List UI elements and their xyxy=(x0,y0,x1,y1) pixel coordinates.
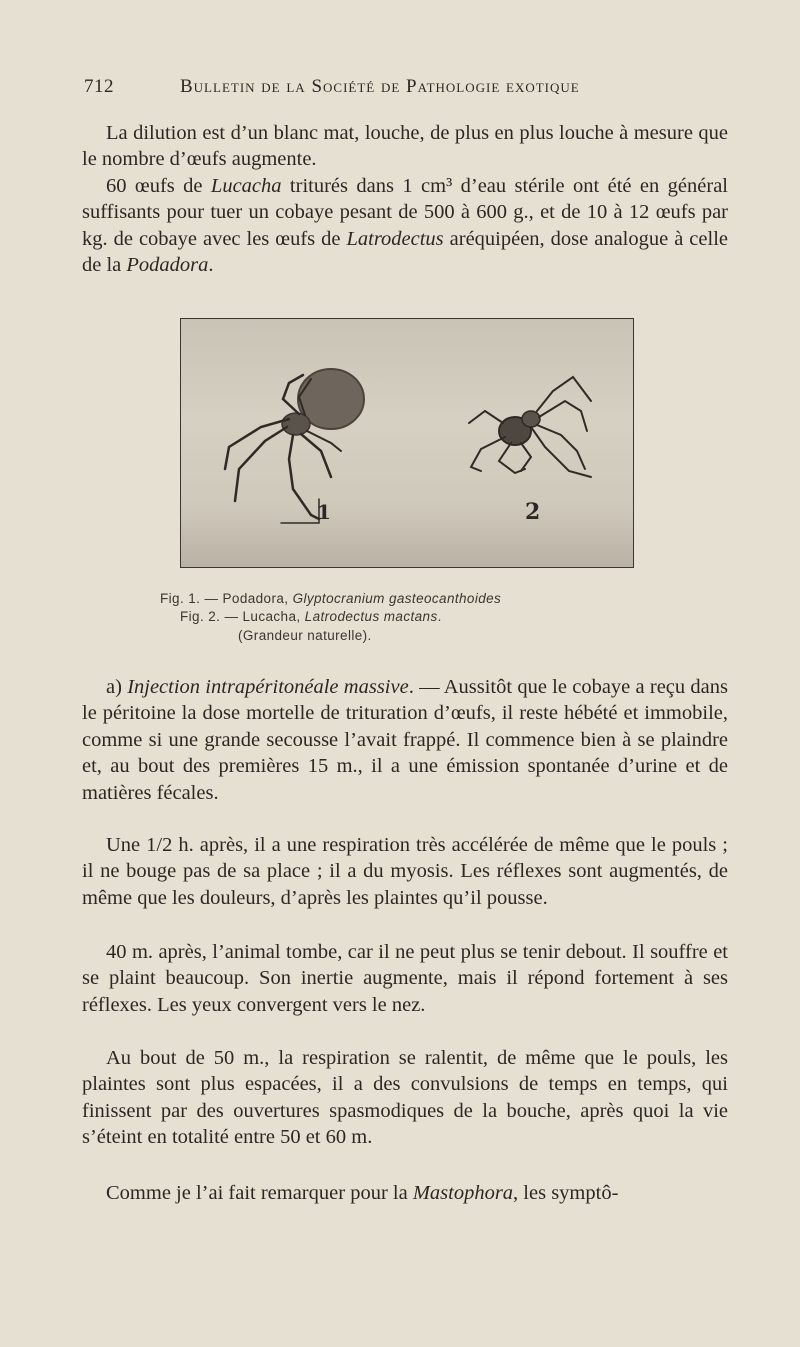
text-run: Comme je l’ai fait remarquer pour la xyxy=(106,1182,413,1204)
text-run: aréquipéen, dose analogue à celle de la xyxy=(82,227,728,277)
page-number: 712 xyxy=(84,76,114,97)
species-name: Lucacha xyxy=(210,175,282,197)
figure-label-1: 1 xyxy=(317,500,331,524)
caption-species: Glyptocranium gasteocanthoides xyxy=(292,591,502,606)
spider-1-image xyxy=(225,369,364,523)
text-run: , les symptô- xyxy=(513,1182,619,1204)
species-name: Mastophora xyxy=(412,1182,514,1204)
paragraph-text: 40 m. après, l’animal tombe, car il ne peut plus se tenir debout. Il souffre et se plaint beaucoup. Son inertie augmente, mais il répond fortement à ses réflexes. Les yeux convergent vers le nez. xyxy=(82,941,728,1016)
paragraph-lucacha-dose xyxy=(82,173,728,279)
caption-text: Fig. 2. — Lucacha, xyxy=(180,609,305,624)
caption-text: Fig. 1. — Podadora, xyxy=(160,591,293,606)
figure-caption-2 xyxy=(180,609,660,624)
page-header xyxy=(84,76,644,102)
paragraph-text: Une 1/2 h. après, il a une respiration très accélérée de même que le pouls ; il ne bouge pas de sa place ; il a du myosis. Les réflexes sont augmentés, de même que les douleurs, d’après les plaintes qu’il pousse. xyxy=(82,834,728,909)
paragraph-dilution xyxy=(82,120,728,173)
paragraph-text: Au bout de 50 m., la respiration se ralentit, de même que le pouls, les plaintes sont plus espacées, il a des convulsions de temps en temps, qui finissent par des ouvertures spasmodiques de la bouche, après quoi la vie s’éteint en totalité entre 50 et 60 m. xyxy=(82,1047,728,1149)
text-run: . xyxy=(208,254,214,277)
paragraph-text: La dilution est d’un blanc mat, louche, de plus en plus louche à mesure que le nombre d’œufs augmente. xyxy=(82,122,728,171)
caption-text: . xyxy=(437,609,442,624)
paragraph-fifty-minutes xyxy=(82,1045,728,1151)
species-name: Latrodectus xyxy=(346,227,444,250)
figure-label-2: 2 xyxy=(525,499,541,525)
text-run: 60 œufs de xyxy=(106,175,211,197)
running-title: Bulletin de la Société de Pathologie exotique xyxy=(180,76,580,97)
paragraph-forty-minutes xyxy=(82,939,728,1018)
figure-caption-scale: (Grandeur naturelle). xyxy=(238,628,372,643)
caption-species: Latrodectus mactans xyxy=(304,609,438,624)
text-run: triturés dans 1 cm³ d’eau stérile ont été en général suffisants pour tuer un cobaye pesant de 500 à 600 g., et de 10 à 12 œufs par kg. de cobaye avec les œufs de xyxy=(82,175,728,250)
spider-2-image xyxy=(469,377,591,477)
text-run: a) xyxy=(106,676,128,698)
text-run: . — Aussitôt que le cobaye a reçu dans le péritoine la dose mortelle de trituration d’œufs, il reste hébété et immobile, comme si une grande secousse l’avait frappé. Il commence bien à se plaindre et, au bout des premières 15 m., il a une émission spontanée d’urine et de matières fécales. xyxy=(82,676,728,804)
paragraph-half-hour xyxy=(82,832,728,911)
species-name: Podadora xyxy=(126,254,209,277)
spiders-illustration xyxy=(181,319,633,567)
paragraph-mastophora xyxy=(82,1180,728,1206)
figure-caption-1 xyxy=(160,591,640,606)
spider-photograph xyxy=(180,318,634,568)
paragraph-injection xyxy=(82,674,728,806)
section-heading: Injection intrapéritonéale massive xyxy=(127,676,409,698)
